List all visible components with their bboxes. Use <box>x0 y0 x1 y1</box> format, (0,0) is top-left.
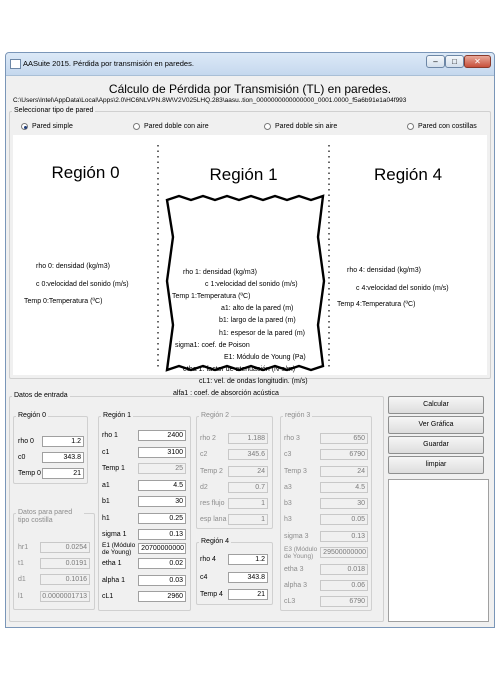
region4-legend: Región 4 <box>201 538 230 545</box>
title-bar[interactable] <box>6 53 494 76</box>
rho2-label: rho 2 <box>200 435 216 442</box>
region1-line-5: b1: largo de la pared (m) <box>219 317 296 324</box>
app-path: C:\Users\Intel\AppData\Local\Apps\2.0\HC6NLVPN.8W\V2V025LHQ.283\aasu..tion_0000000000000000_0001.0000_f5a6b91e1a04f993 <box>13 97 407 104</box>
cl1-label: cL1 <box>102 593 114 600</box>
etha3-label: etha 3 <box>284 566 304 573</box>
region1-line-3: Temp 1:Temperatura (ºC) <box>172 293 251 300</box>
radio-pared-doble-con-aire-dot <box>133 123 140 130</box>
b1-label: b1 <box>102 498 110 505</box>
hr1-label: hr1 <box>18 544 29 551</box>
a3-field[interactable]: 4.5 <box>320 482 368 493</box>
alpha1-field[interactable]: 0.03 <box>138 575 186 586</box>
c3-label: c3 <box>284 451 292 458</box>
maximize-button[interactable] <box>445 55 464 68</box>
alpha1-label: alpha 1 <box>102 577 125 584</box>
alpha3-field[interactable]: 0.06 <box>320 580 368 591</box>
radio-pared-doble-con-aire-label: Pared doble con aire <box>144 123 209 130</box>
temp4-label: Temp 4 <box>200 591 223 598</box>
c4-field[interactable]: 343.8 <box>228 572 268 583</box>
page-title: Cálculo de Pérdida por Transmisión (TL) en paredes. <box>108 82 392 96</box>
region4-line-2: c 4:velocidad del sonido (m/s) <box>356 285 449 292</box>
temp3-label: Temp 3 <box>284 468 307 475</box>
rho1-label: rho 1 <box>102 432 118 439</box>
close-icon: ✕ <box>474 57 481 66</box>
region1-line-6: h1: espesor de la pared (m) <box>219 330 305 337</box>
region3-legend: región 3 <box>285 412 311 419</box>
radio-pared-con-costillas[interactable] <box>407 123 491 132</box>
esp-lana-field[interactable]: 1 <box>228 514 268 525</box>
sigma3-label: sigma 3 <box>284 533 309 540</box>
c1-field[interactable]: 3100 <box>138 447 186 458</box>
temp1-label: Temp 1 <box>102 465 125 472</box>
c1-label: c1 <box>102 449 110 456</box>
radio-pared-doble-sin-aire-label: Pared doble sin aire <box>275 123 338 130</box>
region4-title: Región 4 <box>373 165 443 184</box>
app-icon <box>10 59 21 69</box>
a1-field[interactable]: 4.5 <box>138 480 186 491</box>
hr1-field[interactable]: 0.0254 <box>40 542 90 553</box>
etha1-field[interactable]: 0.02 <box>138 558 186 569</box>
radio-pared-doble-sin-aire[interactable] <box>264 123 364 132</box>
h1-label: h1 <box>102 515 110 522</box>
a3-label: a3 <box>284 484 292 491</box>
temp0-field[interactable]: 21 <box>42 468 84 479</box>
t1-field[interactable]: 0.0191 <box>40 558 90 569</box>
window-title: AASuite 2015. Pérdida por transmisión en paredes. <box>23 59 194 68</box>
temp2-field[interactable]: 24 <box>228 466 268 477</box>
sigma1-label: sigma 1 <box>102 531 127 538</box>
b1-field[interactable]: 30 <box>138 496 186 507</box>
rib-legend: Datos para pared tipo costilla <box>16 509 84 525</box>
region2-legend: Región 2 <box>201 412 230 419</box>
region0-title: Región 0 <box>51 163 120 182</box>
region1-line-1: rho 1: densidad (kg/m3) <box>183 269 257 276</box>
limpiar-button[interactable]: limpiar <box>388 456 484 474</box>
radio-pared-con-costillas-label: Pared con costillas <box>418 123 477 130</box>
radio-pared-con-costillas-dot <box>407 123 414 130</box>
region4-line-1: rho 4: densidad (kg/m3) <box>347 267 421 274</box>
sigma3-field[interactable]: 0.13 <box>320 531 368 542</box>
region1-line-8: E1: Módulo de Young (Pa) <box>224 354 306 361</box>
l1-label: l1 <box>18 593 24 600</box>
region1-line-7: sigma1: coef. de Poison <box>175 342 250 349</box>
region1-line-11: alfa1 : coef. de absorción acústica <box>173 390 279 397</box>
d1-field[interactable]: 0.1016 <box>40 574 90 585</box>
region1-legend: Región 1 <box>103 412 132 419</box>
c2-label: c2 <box>200 451 208 458</box>
radio-pared-simple-dot <box>21 123 28 130</box>
region1-line-4: a1: alto de la pared (m) <box>221 305 294 312</box>
c0-label: c0 <box>18 454 26 461</box>
etha1-label: etha 1 <box>102 560 122 567</box>
temp4-field[interactable]: 21 <box>228 589 268 600</box>
b3-field[interactable]: 30 <box>320 498 368 509</box>
res-flujo-label: res flujo <box>200 500 225 507</box>
temp0-label: Temp 0 <box>18 470 41 477</box>
d2-field[interactable]: 0.7 <box>228 482 268 493</box>
e3-field[interactable]: 29500000000 <box>320 547 368 558</box>
rho3-label: rho 3 <box>284 435 300 442</box>
rho4-field[interactable]: 1.2 <box>228 554 268 565</box>
etha3-field[interactable]: 0.018 <box>320 564 368 575</box>
results-textbox[interactable] <box>388 479 489 622</box>
c2-field[interactable]: 345.6 <box>228 449 268 460</box>
close-button[interactable] <box>464 55 491 68</box>
temp1-field[interactable]: 25 <box>138 463 186 474</box>
region0-line-3: Temp 0:Temperatura (ºC) <box>24 298 103 305</box>
c0-field[interactable]: 343.8 <box>42 452 84 463</box>
region1-line-2: c 1:velocidad del sonido (m/s) <box>205 281 298 288</box>
region1-line-10: cL1: vel. de ondas longitudin. (m/s) <box>199 378 308 385</box>
e1-label: E1 (Módulo de Young) <box>102 542 136 556</box>
rho0-field[interactable]: 1.2 <box>42 436 84 447</box>
rho2-field[interactable]: 1.188 <box>228 433 268 444</box>
ver-grafica-button[interactable]: Ver Gráfica <box>388 416 484 434</box>
temp2-label: Temp 2 <box>200 468 223 475</box>
rho0-label: rho 0 <box>18 438 34 445</box>
h1-field[interactable]: 0.25 <box>138 513 186 524</box>
calcular-button[interactable]: Calcular <box>388 396 484 414</box>
a1-label: a1 <box>102 482 110 489</box>
d1-label: d1 <box>18 576 26 583</box>
d2-label: d2 <box>200 484 208 491</box>
l1-field[interactable]: 0.0000001713 <box>40 591 90 602</box>
cl3-label: cL3 <box>284 598 296 605</box>
cl1-field[interactable]: 2960 <box>138 591 186 602</box>
minimize-button[interactable] <box>426 55 445 68</box>
maximize-icon: □ <box>452 57 457 66</box>
res-flujo-field[interactable]: 1 <box>228 498 268 509</box>
c3-field[interactable]: 6790 <box>320 449 368 460</box>
radio-pared-doble-con-aire[interactable] <box>133 123 233 132</box>
cl3-field[interactable]: 6790 <box>320 596 368 607</box>
temp3-field[interactable]: 24 <box>320 466 368 477</box>
region4-line-3: Temp 4:Temperatura (ºC) <box>337 301 416 308</box>
rho3-field[interactable]: 650 <box>320 433 368 444</box>
main-window <box>5 52 495 628</box>
region0-legend: Región 0 <box>18 412 47 419</box>
t1-label: t1 <box>18 560 24 567</box>
alpha3-label: alpha 3 <box>284 582 307 589</box>
radio-pared-simple-label: Pared simple <box>32 123 73 130</box>
radio-pared-simple[interactable] <box>21 123 111 132</box>
input-data-legend: Datos de entrada <box>14 392 68 399</box>
guardar-button[interactable]: Guardar <box>388 436 484 454</box>
esp-lana-label: esp lana <box>200 516 227 523</box>
rho4-label: rho 4 <box>200 556 216 563</box>
c4-label: c4 <box>200 574 208 581</box>
region1-line-9: etha 1: factor de atenuación (N-s/m) <box>183 366 296 373</box>
h3-field[interactable]: 0.05 <box>320 514 368 525</box>
region0-line-1: rho 0: densidad (kg/m3) <box>36 263 110 270</box>
region0-line-2: c 0:velocidad del sonido (m/s) <box>36 281 129 288</box>
sigma1-field[interactable]: 0.13 <box>138 529 186 540</box>
radio-pared-doble-sin-aire-dot <box>264 123 271 130</box>
rho1-field[interactable]: 2400 <box>138 430 186 441</box>
e1-field[interactable]: 20700000000 <box>138 543 186 554</box>
wall-type-legend: Seleccionar tipo de pared <box>14 107 94 114</box>
minimize-icon: – <box>433 57 438 66</box>
b3-label: b3 <box>284 500 292 507</box>
e3-label: E3 (Módulo de Young) <box>284 546 318 560</box>
h3-label: h3 <box>284 516 292 523</box>
region1-title: Región 1 <box>209 165 278 184</box>
